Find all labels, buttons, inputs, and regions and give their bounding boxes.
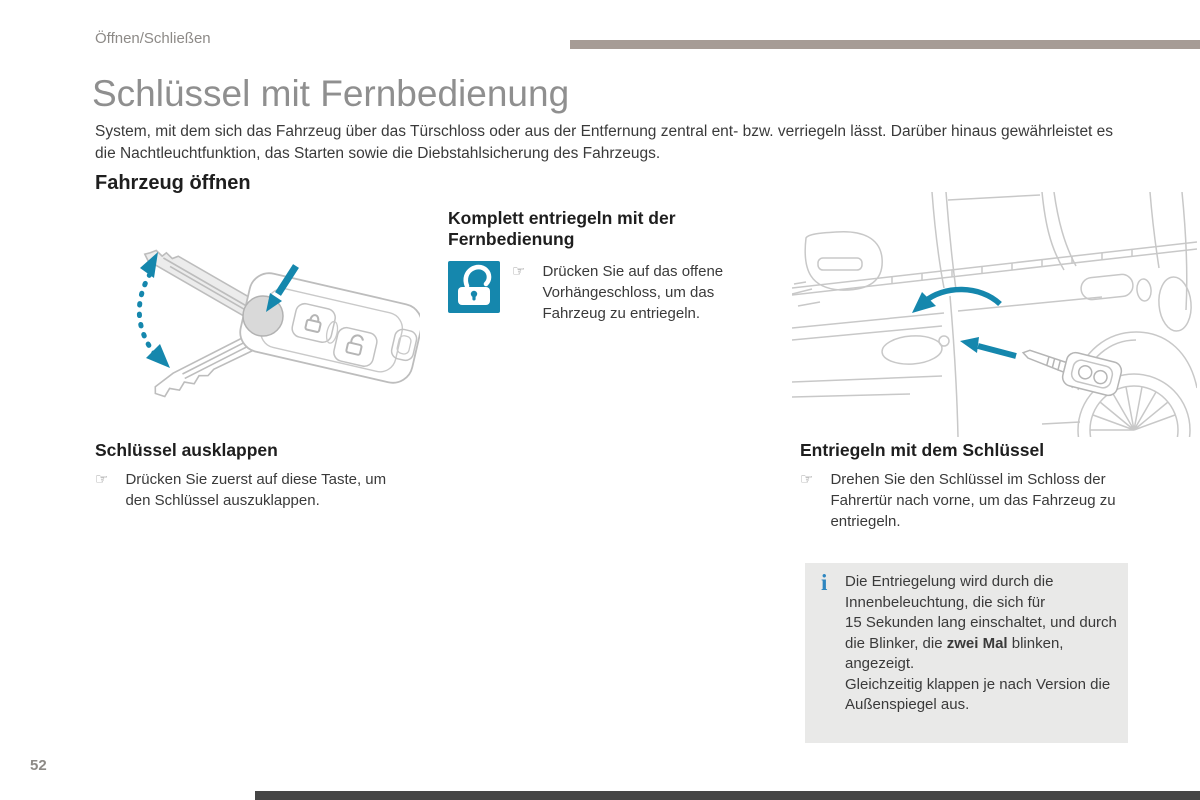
info-box [805,563,1128,743]
info-text-bold: zwei Mal [946,634,1008,652]
remote-unlock-instruction [512,261,752,324]
car-door-illustration [792,192,1197,437]
flip-key-illustration [98,216,420,414]
page-number: 52 [30,757,47,774]
flip-key-drawing [98,216,420,414]
pointer-hand-icon: ☞ [800,471,814,488]
flip-key-heading: Schlüssel ausklappen [95,440,278,460]
flip-key-text: Drücken Sie zuerst auf diese Taste, um den Schlüssel auszuklappen. [125,471,387,509]
info-icon: i [821,570,828,595]
key-unlock-heading: Entriegeln mit dem Schlüssel [800,440,1045,460]
info-text-line2: Gleichzeitig klappen je nach Version die Außenspiegel aus. [845,675,1111,713]
breadcrumb: Öffnen/Schließen [95,30,211,47]
pointer-hand-icon: ☞ [95,471,109,488]
key-unlock-text: Drehen Sie den Schlüssel im Schloss der Fahrertür nach vorne, um das Fahrzeug zu entriegeln. [830,471,1116,530]
flip-key-instruction [95,469,405,511]
turn-key-arrow-icon [912,289,1000,313]
page-title: Schlüssel mit Fernbedienung [92,73,570,114]
remote-unlock-heading: Komplett entriegeln mit der Fernbedienung [448,208,676,249]
header-rule-bar [570,40,1200,49]
intro-paragraph: System, mit dem sich das Fahrzeug über das Türschloss oder aus der Entfernung zentral ent- bzw. verriegeln lässt. Darüber hinaus gewährleistet es die Nachtleuchtfunktion, das Starten sowie die Diebstahlsicherung des Fahrzeugs. [95,123,1114,162]
pointer-hand-icon: ☞ [512,263,526,280]
key-unlock-instruction [800,469,1130,532]
insert-key-arrow-icon [960,337,1016,356]
section-heading: Fahrzeug öffnen [95,172,251,194]
car-door-drawing [792,192,1197,437]
unlock-padlock-icon [448,261,500,313]
footer-section-bar [255,791,1200,800]
info-text-part2: blinken, angezeigt. [845,634,1064,672]
info-box-text [845,572,1123,716]
info-text-part1: Die Entriegelung wird durch die Innenbeleuchtung, die sich für 15 Sekunden lang einschaltet, und durch die Blinker, die [845,573,1117,652]
remote-unlock-text: Drücken Sie auf das offene Vorhängeschloss, um das Fahrzeug zu entriegeln. [542,263,724,322]
